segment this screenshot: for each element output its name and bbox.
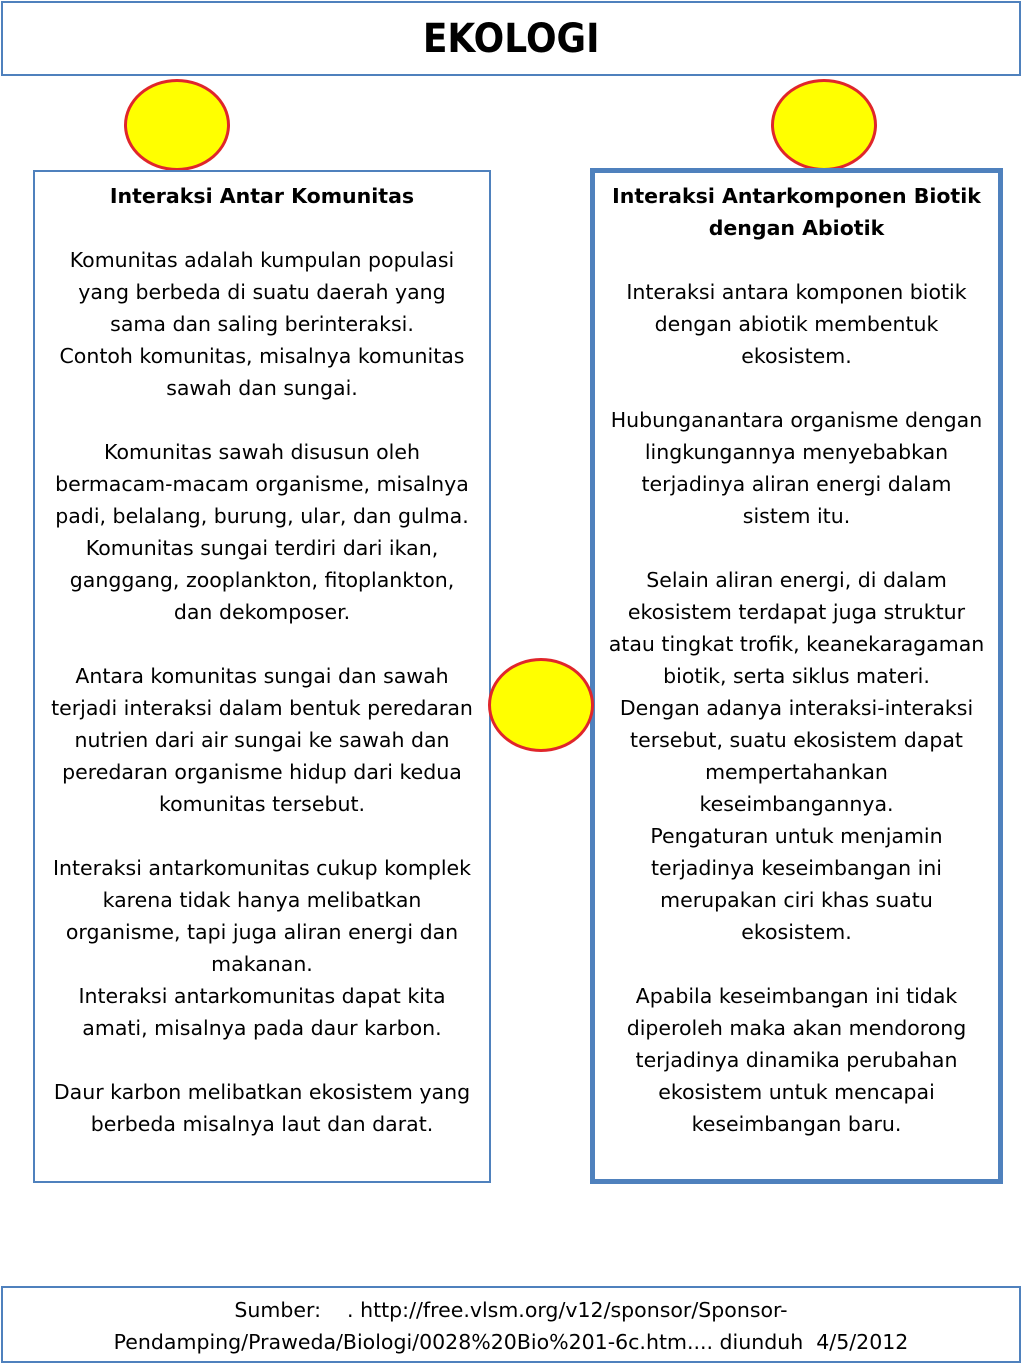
source-line-2: Pendamping/Praweda/Biologi/0028%20Bio%201-6c.htm.... diunduh 4/5/2012 <box>113 1330 909 1354</box>
left-paragraph-4: Antara komunitas sungai dan sawah terjadi interaksi dalam bentuk peredaran nutrien dari air sungai ke sawah dan peredaran organisme hidup dari kedua komunitas tersebut. <box>51 664 473 816</box>
page-title: EKOLOGI <box>422 15 600 62</box>
left-paragraph-6: Interaksi antarkomunitas dapat kita amati, misalnya pada daur karbon. <box>78 984 446 1040</box>
title-banner <box>1 1 1021 76</box>
source-line-1: Sumber: . http://free.vlsm.org/v12/sponsor/Sponsor- <box>234 1298 788 1322</box>
right-paragraph-5: Pengaturan untuk menjamin terjadinya keseimbangan ini merupakan ciri khas suatu ekosistem. <box>650 824 943 944</box>
left-paragraph-1: Komunitas adalah kumpulan populasi yang berbeda di suatu daerah yang sama dan saling berinteraksi. <box>69 248 455 336</box>
right-paragraph-6: Apabila keseimbangan ini tidak diperoleh maka akan mendorong terjadinya dinamika perubahan ekosistem untuk mencapai keseimbangan baru. <box>626 984 967 1136</box>
left-panel-heading: Interaksi Antar Komunitas <box>109 184 415 208</box>
left-paragraph-5: Interaksi antarkomunitas cukup komplek karena tidak hanya melibatkan organisme, tapi juga aliran energi dan makanan. <box>52 856 472 976</box>
right-paragraph-1: Interaksi antara komponen biotik dengan abiotik membentuk ekosistem. <box>626 280 967 368</box>
yellow-circle-center <box>488 658 594 752</box>
yellow-circle-left <box>124 79 230 171</box>
left-paragraph-2: Contoh komunitas, misalnya komunitas sawah dan sungai. <box>59 344 465 400</box>
right-paragraph-4: Dengan adanya interaksi-interaksi tersebut, suatu ekosistem dapat mempertahankan keseimbangannya. <box>619 696 974 816</box>
source-citation <box>1 1286 1021 1363</box>
yellow-circle-right <box>771 79 877 171</box>
left-panel-interaksi-antar-komunitas <box>33 170 491 1183</box>
left-paragraph-3: Komunitas sawah disusun oleh bermacam-macam organisme, misalnya padi, belalang, burung, ular, dan gulma. Komunitas sungai terdiri dari ikan, ganggang, zooplankton, fitoplankton, dan dekomposer. <box>55 440 469 624</box>
right-paragraph-2: Hubunganantara organisme dengan lingkungannya menyebabkan terjadinya aliran energi dalam sistem itu. <box>610 408 983 528</box>
right-paragraph-3: Selain aliran energi, di dalam ekosistem terdapat juga struktur atau tingkat trofik, keanekaragaman biotik, serta siklus materi. <box>608 568 985 688</box>
left-paragraph-7: Daur karbon melibatkan ekosistem yang berbeda misalnya laut dan darat. <box>53 1080 471 1136</box>
right-panel-interaksi-biotik-abiotik <box>590 168 1003 1184</box>
right-panel-heading: Interaksi Antarkomponen Biotik dengan Abiotik <box>612 184 981 240</box>
